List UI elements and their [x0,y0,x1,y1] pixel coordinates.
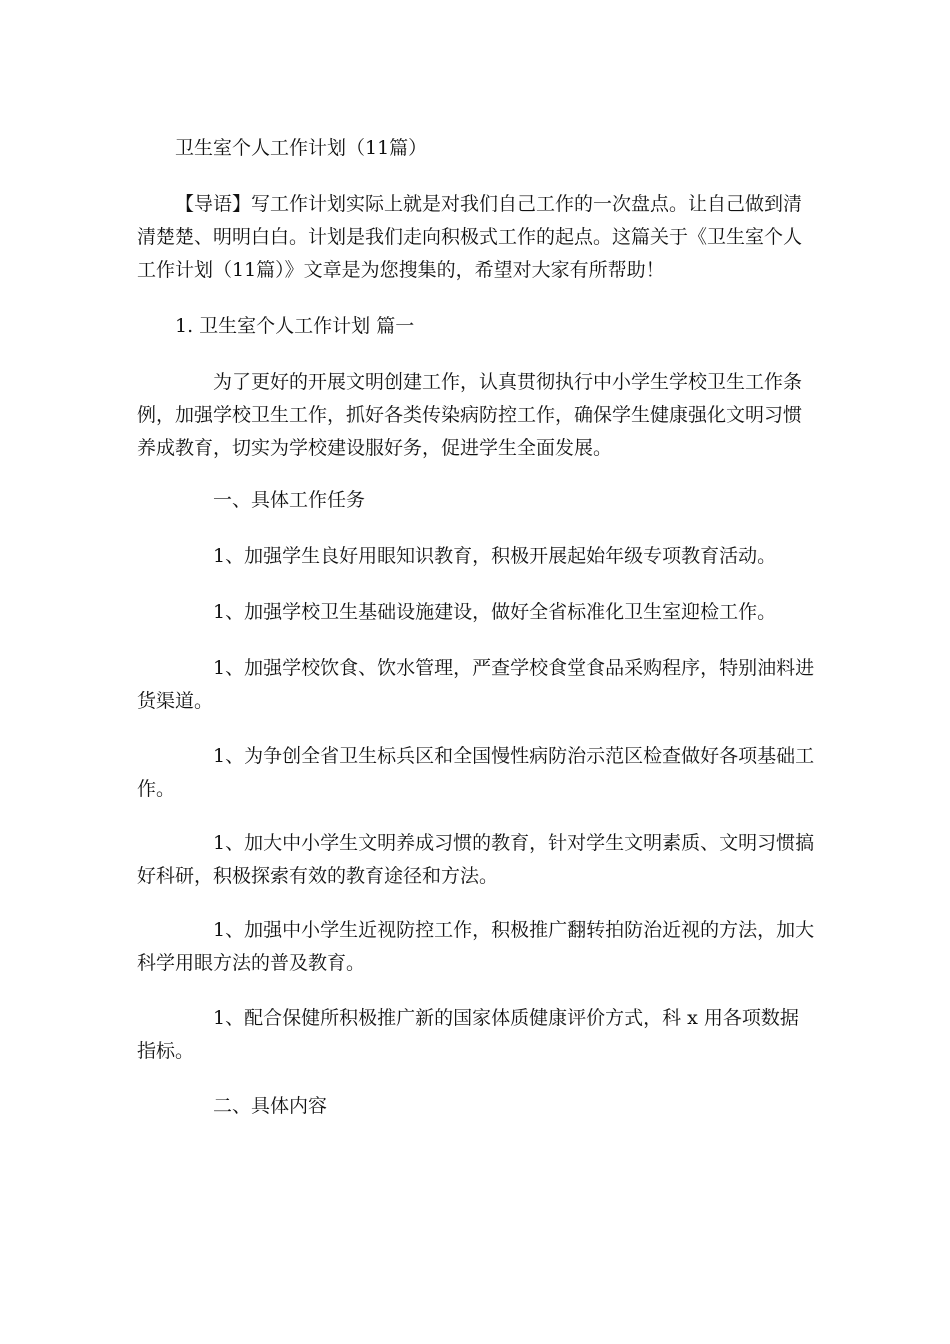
task-item: 1、加强学校卫生基础设施建设，做好全省标准化卫生室迎检工作。 [213,601,777,623]
subheading-tasks: 一、具体工作任务 [213,489,366,511]
task-item: 1、配合保健所积极推广新的国家体质健康评价方式，科 x 用各项数据指标。 [137,1007,799,1062]
main-paragraph: 为了更好的开展文明创建工作，认真贯彻执行中小学生学校卫生工作条例，加强学校卫生工作，抓好各类传染病防控工作，确保学生健康强化文明习惯养成教育，切实为学校建设服好务，促进学生全面发展。 [137,371,803,459]
task-item: 1、加强中小学生近视防控工作，积极推广翻转拍防治近视的方法，加大科学用眼方法的普及教育。 [137,919,815,974]
intro-paragraph: 【导语】写工作计划实际上就是对我们自己工作的一次盘点。让自己做到清清楚楚、明明白白。计划是我们走向积极式工作的起点。这篇关于《卫生室个人工作计划（11篇）》文章是为您搜集的，希望对大家有所帮助！ [137,193,803,281]
task-item: 1、加强学生良好用眼知识教育，积极开展起始年级专项教育活动。 [213,545,777,567]
document-title: 卫生室个人工作计划（11篇） [175,137,428,159]
task-item: 1、加强学校饮食、饮水管理，严查学校食堂食品采购程序，特别油料进货渠道。 [137,657,815,712]
task-item: 1、加大中小学生文明养成习惯的教育，针对学生文明素质、文明习惯搞好科研，积极探索有效的教育途径和方法。 [137,832,815,887]
task-item: 1、为争创全省卫生标兵区和全国慢性病防治示范区检查做好各项基础工作。 [137,745,815,800]
section-heading: 1. 卫生室个人工作计划 篇一 [175,315,415,337]
subheading-content: 二、具体内容 [213,1095,328,1117]
